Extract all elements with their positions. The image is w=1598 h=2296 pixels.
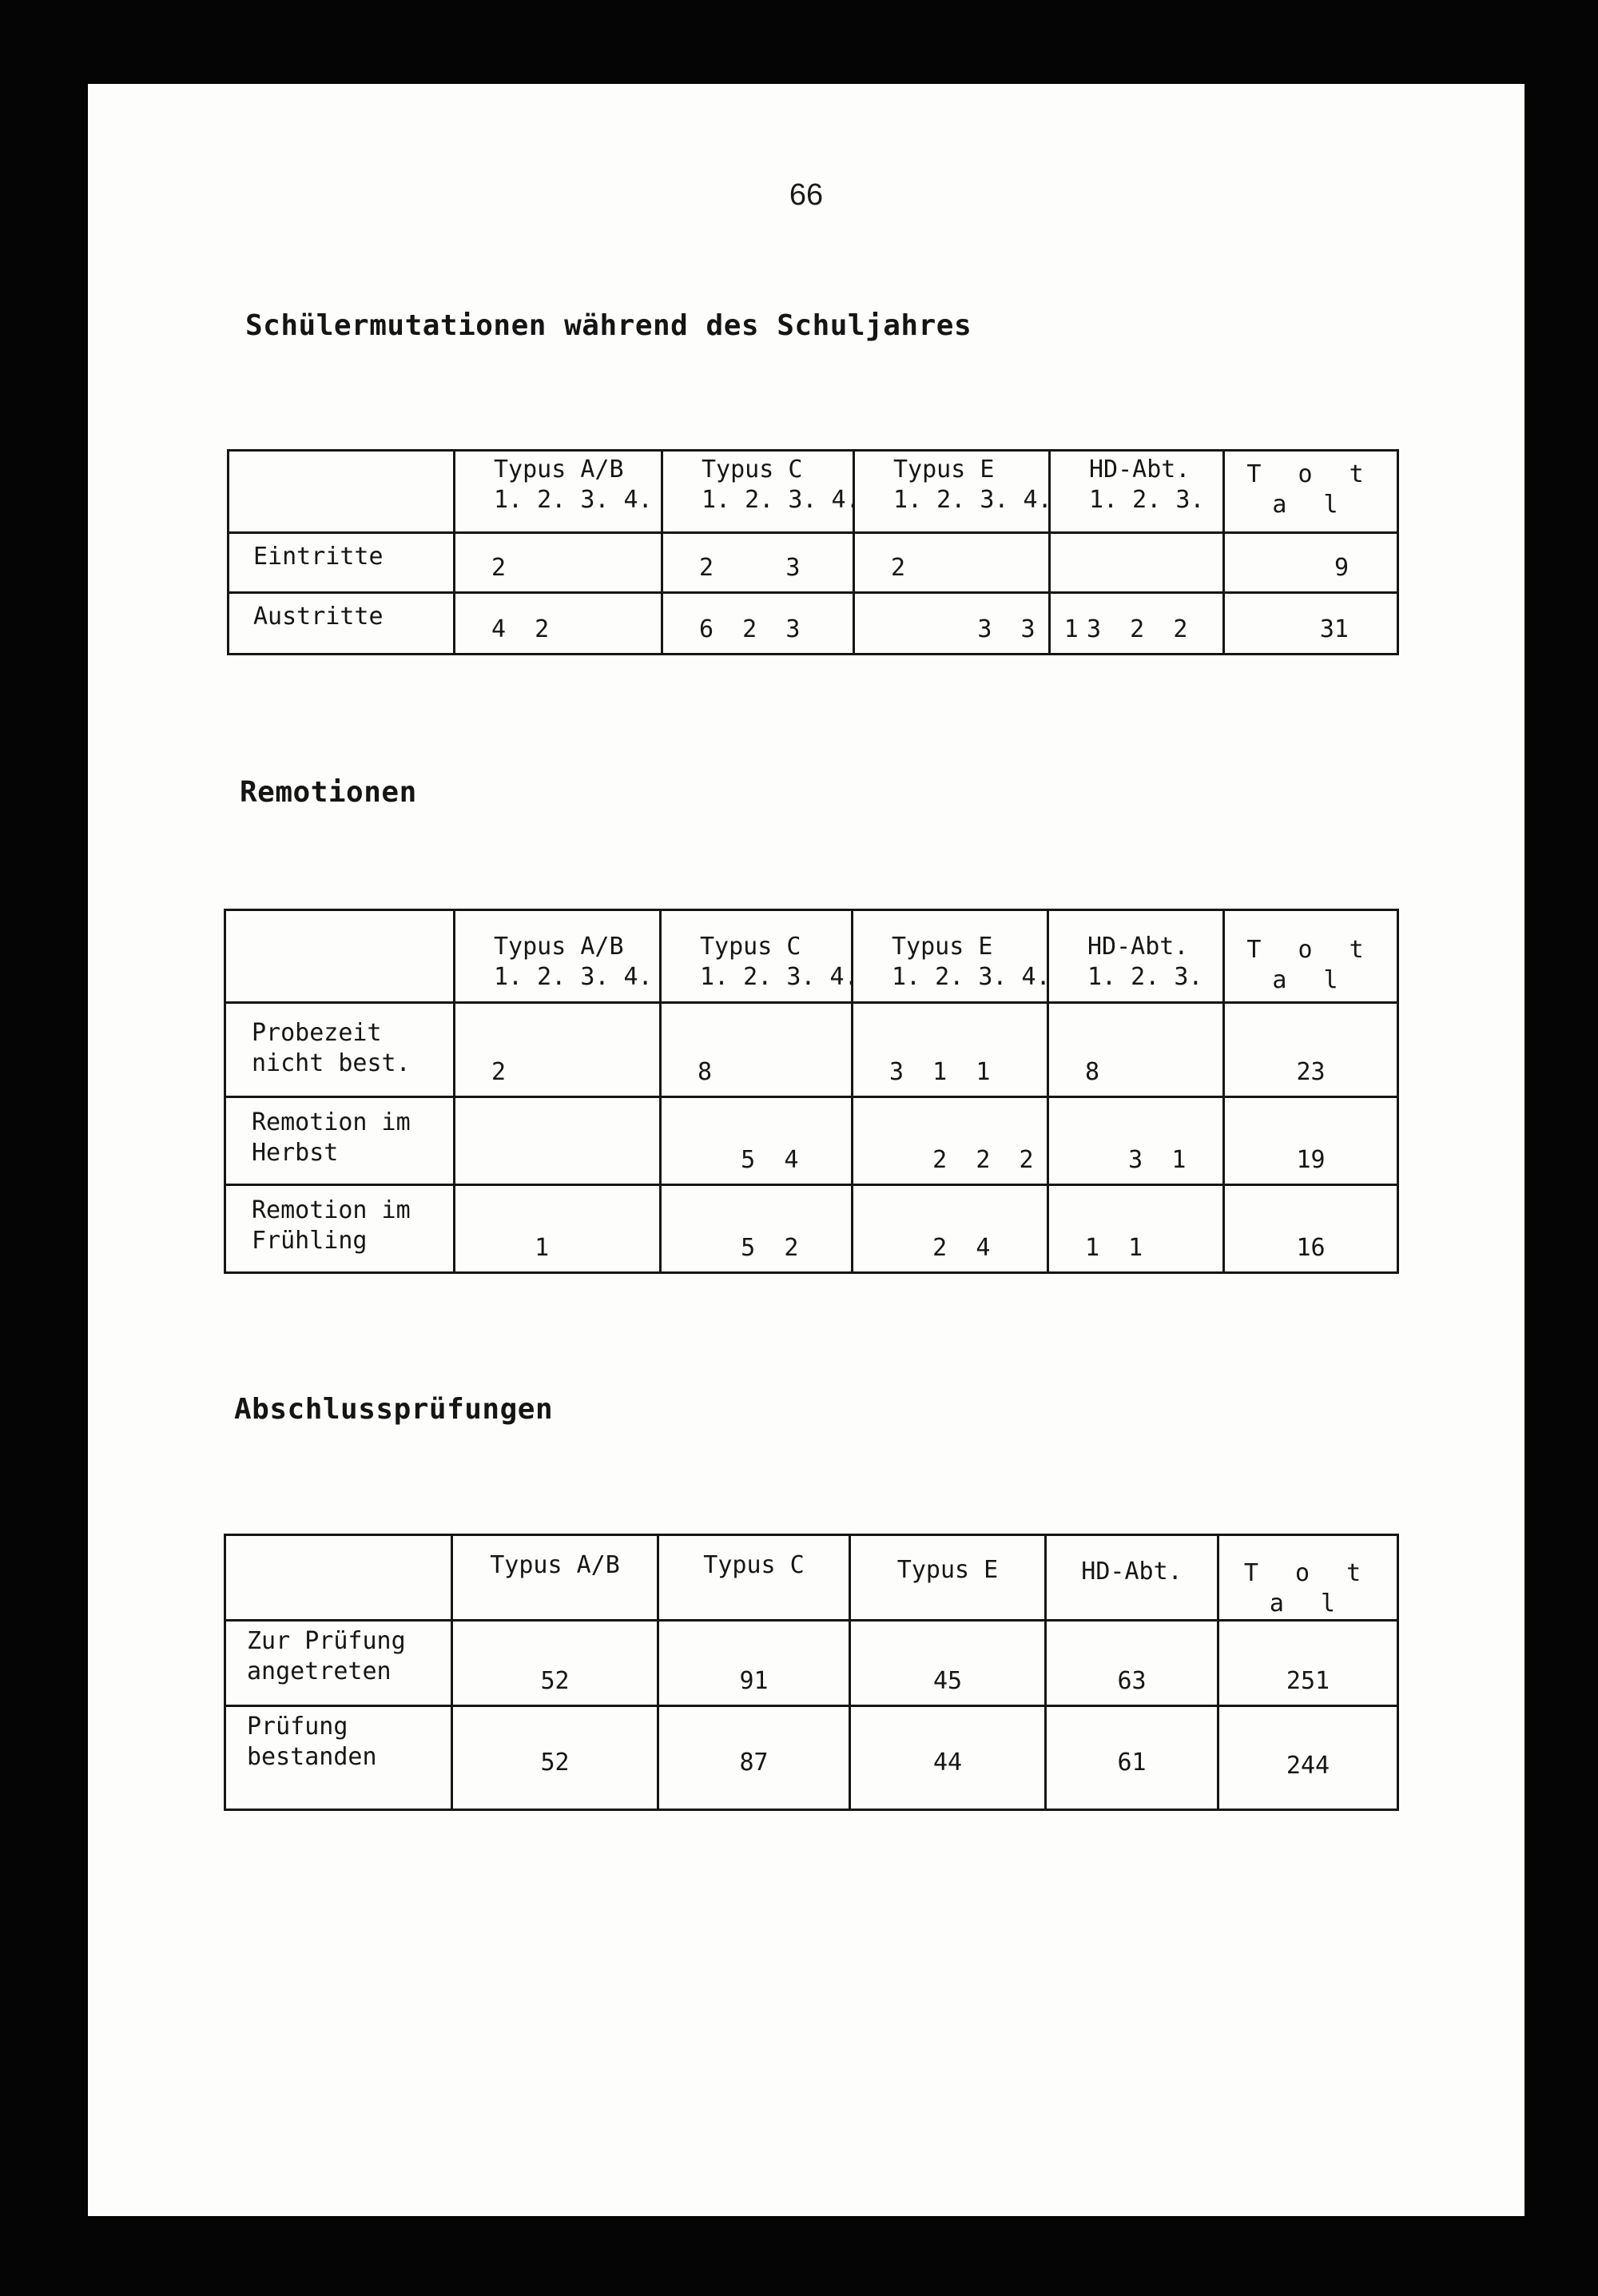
table-cell: 2 — [455, 533, 662, 593]
column-header: Typus E — [850, 1535, 1046, 1621]
table-cell: 3 2 2 — [1050, 593, 1224, 655]
table-cell: 8 — [661, 1003, 853, 1097]
table-cell: 2 3 — [662, 533, 854, 593]
column-header-total: T o t a l — [1224, 451, 1398, 533]
table-row — [225, 1003, 1398, 1097]
table-cell-total: 9 — [1224, 533, 1398, 593]
table-header-row — [225, 1535, 1398, 1621]
column-header: Typus C 1. 2. 3. 4. — [662, 451, 854, 533]
table-cell: 3 3 1 — [854, 593, 1050, 655]
row-label: Austritte — [229, 593, 455, 655]
table-cell: 52 — [452, 1706, 658, 1810]
table-remotionen — [224, 909, 1399, 1274]
corner-cell — [225, 1535, 452, 1621]
table-cell-total: 31 — [1224, 593, 1398, 655]
document-page — [88, 84, 1524, 2216]
corner-cell — [229, 451, 455, 533]
table-cell: 52 — [452, 1621, 658, 1706]
section-title-mutationen: Schülermutationen während des Schuljahres — [245, 309, 972, 342]
table-row — [229, 593, 1398, 655]
row-label: Remotion im Herbst — [225, 1097, 455, 1185]
table-row — [225, 1706, 1398, 1810]
row-label: Eintritte — [229, 533, 455, 593]
column-header: Typus A/B — [452, 1535, 658, 1621]
table-row — [225, 1097, 1398, 1185]
table-row — [225, 1185, 1398, 1273]
row-label: Probezeit nicht best. — [225, 1003, 455, 1097]
row-label: Remotion im Frühling — [225, 1185, 455, 1273]
table-cell: 3 1 1 — [853, 1003, 1048, 1097]
section-title-abschlusspruefungen: Abschlussprüfungen — [234, 1393, 554, 1426]
table-cell: 87 — [658, 1706, 850, 1810]
column-header: Typus E 1. 2. 3. 4. — [854, 451, 1050, 533]
column-header: HD-Abt. — [1046, 1535, 1218, 1621]
table-cell: 1 1 — [1048, 1185, 1224, 1273]
table-cell-total: 251 — [1218, 1621, 1398, 1706]
table-cell: 44 — [850, 1706, 1046, 1810]
column-header: Typus C — [658, 1535, 850, 1621]
section-title-remotionen: Remotionen — [240, 776, 417, 809]
table-cell: 6 2 3 — [662, 593, 854, 655]
row-label: Prüfung bestanden — [225, 1706, 452, 1810]
table-cell-total: 19 — [1224, 1097, 1398, 1185]
column-header: Typus A/B 1. 2. 3. 4. — [455, 451, 662, 533]
corner-cell — [225, 910, 455, 1003]
table-cell — [455, 1097, 661, 1185]
table-cell: 3 1 — [1048, 1097, 1224, 1185]
table-cell: 91 — [658, 1621, 850, 1706]
page-number: 66 — [789, 178, 824, 212]
table-cell: 61 — [1046, 1706, 1218, 1810]
table-cell: 5 4 — [661, 1097, 853, 1185]
table-header-row — [229, 451, 1398, 533]
table-row — [225, 1621, 1398, 1706]
column-header: HD-Abt. 1. 2. 3. — [1050, 451, 1224, 533]
table-cell: 8 — [1048, 1003, 1224, 1097]
column-header-total: T o t a l — [1218, 1535, 1398, 1621]
table-cell: 2 — [854, 533, 1050, 593]
table-cell: 45 — [850, 1621, 1046, 1706]
table-cell: 2 4 — [853, 1185, 1048, 1273]
table-cell: 1 — [455, 1185, 661, 1273]
table-cell-total: 23 — [1224, 1003, 1398, 1097]
column-header: Typus E 1. 2. 3. 4. — [853, 910, 1048, 1003]
table-header-row — [225, 910, 1398, 1003]
table-cell: 2 — [455, 1003, 661, 1097]
table-cell-total: 16 — [1224, 1185, 1398, 1273]
table-cell: 4 2 — [455, 593, 662, 655]
column-header: Typus C 1. 2. 3. 4. — [661, 910, 853, 1003]
column-header: Typus A/B 1. 2. 3. 4. — [455, 910, 661, 1003]
table-cell: 5 2 — [661, 1185, 853, 1273]
table-cell: 63 — [1046, 1621, 1218, 1706]
column-header-total: T o t a l — [1224, 910, 1398, 1003]
row-label: Zur Prüfung angetreten — [225, 1621, 452, 1706]
table-schuelermutationen — [227, 449, 1399, 655]
table-cell: 2 2 2 — [853, 1097, 1048, 1185]
table-cell — [1050, 533, 1224, 593]
table-row — [229, 533, 1398, 593]
table-abschlusspruefungen — [224, 1534, 1399, 1811]
table-cell-total: 244 — [1218, 1706, 1398, 1810]
column-header: HD-Abt. 1. 2. 3. — [1048, 910, 1224, 1003]
